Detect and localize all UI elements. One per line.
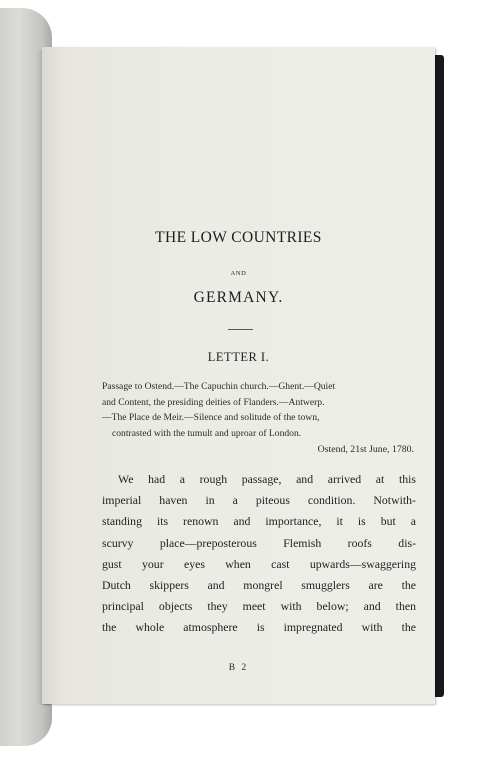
summary-line: and Content, the presiding deities of Flanders.—Antwerp. bbox=[102, 396, 325, 408]
body-line: gust your eyes when cast upwards—swaggering bbox=[102, 556, 416, 571]
signature-mark: B 2 bbox=[228, 663, 249, 673]
summary-line: —The Place de Meir.—Silence and solitude of the town, bbox=[102, 412, 320, 423]
letter-heading: LETTER I. bbox=[207, 350, 270, 364]
divider-rule bbox=[228, 329, 253, 330]
body-line: Dutch skippers and mongrel smugglers are the bbox=[102, 578, 416, 593]
body-line: imperial haven in a piteous condition. Notwith- bbox=[102, 493, 416, 508]
title-main: THE LOW COUNTRIES bbox=[155, 229, 322, 246]
body-line: We had a rough passage, and arrived at this bbox=[118, 472, 416, 486]
summary-line: Passage to Ostend.—The Capuchin church.—Ghent.—Quiet bbox=[102, 381, 336, 392]
title-country: GERMANY. bbox=[193, 289, 284, 306]
body-line: the whole atmosphere is impregnated with the bbox=[102, 620, 416, 635]
book-page bbox=[42, 47, 435, 704]
body-text bbox=[102, 469, 416, 639]
body-line: standing its renown and importance, it is but a bbox=[102, 514, 416, 529]
body-line: scurvy place—preposterous Flemish roofs dis- bbox=[102, 535, 416, 550]
title-and: AND bbox=[230, 270, 247, 277]
dateline: Ostend, 21st June, 1780. bbox=[317, 444, 414, 455]
summary-line: contrasted with the tumult and uproar of London. bbox=[112, 427, 302, 439]
chapter-summary bbox=[102, 379, 416, 441]
body-line: principal objects they meet with below; and then bbox=[102, 599, 416, 614]
